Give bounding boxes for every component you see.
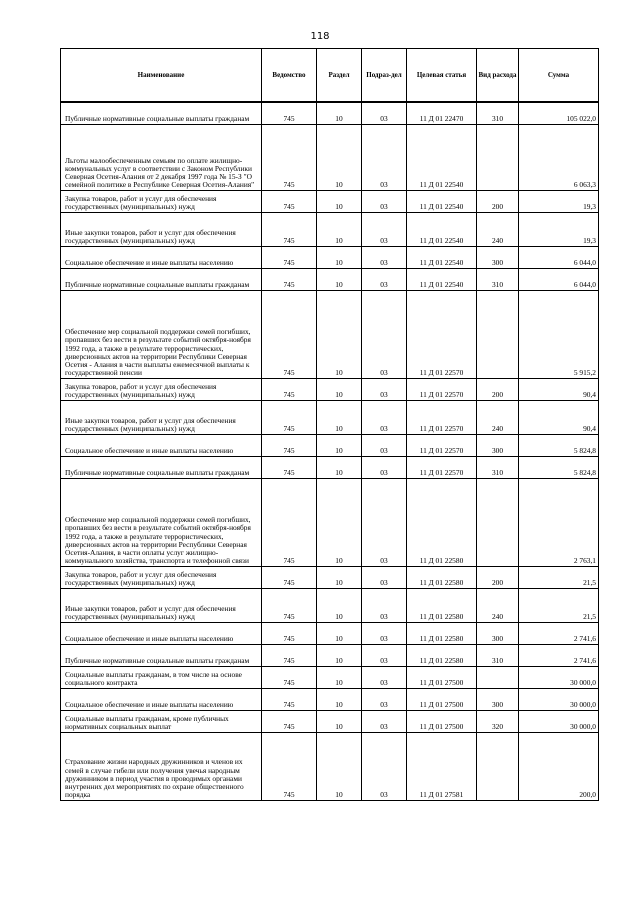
row-podrazdel-cell: 03: [362, 644, 407, 666]
table-row: [61, 732, 599, 800]
row-razdel-cell: 10: [317, 456, 362, 478]
row-razdel-cell: 10: [317, 378, 362, 400]
page-number: 118: [310, 31, 330, 42]
row-celevaya-cell: 11 Д 01 22540: [407, 246, 477, 268]
row-summa-cell: 21,5: [519, 566, 599, 588]
row-razdel-cell: 10: [317, 268, 362, 290]
table-row: [61, 190, 599, 212]
row-razdel-cell: 10: [317, 588, 362, 622]
header-podrazdel: Подраз-дел: [362, 49, 407, 103]
row-vid-cell: 310: [477, 644, 519, 666]
row-vedomstvo-cell: 745: [262, 268, 317, 290]
table-row: [61, 456, 599, 478]
row-vid-cell: 300: [477, 246, 519, 268]
row-summa-cell: 2 741,6: [519, 622, 599, 644]
row-vid-cell: [477, 124, 519, 190]
row-celevaya-cell: 11 Д 01 22540: [407, 190, 477, 212]
row-podrazdel-cell: 03: [362, 566, 407, 588]
table-row: [61, 588, 599, 622]
row-name-cell: Публичные нормативные социальные выплаты гражданам: [61, 456, 262, 478]
row-razdel-cell: 10: [317, 710, 362, 732]
row-vedomstvo-cell: 745: [262, 622, 317, 644]
row-podrazdel-cell: 03: [362, 688, 407, 710]
row-summa-cell: 21,5: [519, 588, 599, 622]
row-name-cell: Иные закупки товаров, работ и услуг для обеспечения государственных (муниципальных) нужд: [61, 588, 262, 622]
row-vedomstvo-cell: 745: [262, 246, 317, 268]
header-celevaya-statya: Целевая статья: [407, 49, 477, 103]
row-razdel-cell: 10: [317, 102, 362, 124]
row-vedomstvo-cell: 745: [262, 400, 317, 434]
row-celevaya-cell: 11 Д 01 27500: [407, 710, 477, 732]
row-razdel-cell: 10: [317, 434, 362, 456]
row-celevaya-cell: 11 Д 01 22570: [407, 400, 477, 434]
row-name-cell: Социальное обеспечение и иные выплаты населению: [61, 688, 262, 710]
table-row: [61, 566, 599, 588]
row-podrazdel-cell: 03: [362, 268, 407, 290]
row-vedomstvo-cell: 745: [262, 566, 317, 588]
row-name-cell: Социальное обеспечение и иные выплаты населению: [61, 622, 262, 644]
row-celevaya-cell: 11 Д 01 22580: [407, 478, 477, 566]
row-celevaya-cell: 11 Д 01 22580: [407, 622, 477, 644]
row-celevaya-cell: 11 Д 01 22580: [407, 566, 477, 588]
table-row: [61, 212, 599, 246]
header-vid-rashoda: Вид расхода: [477, 49, 519, 103]
row-name-cell: Иные закупки товаров, работ и услуг для обеспечения государственных (муниципальных) нужд: [61, 400, 262, 434]
row-vid-cell: 310: [477, 456, 519, 478]
row-name-cell: Закупка товаров, работ и услуг для обеспечения государственных (муниципальных) нужд: [61, 378, 262, 400]
row-razdel-cell: 10: [317, 622, 362, 644]
row-podrazdel-cell: 03: [362, 212, 407, 246]
row-vedomstvo-cell: 745: [262, 688, 317, 710]
table-row: [61, 710, 599, 732]
row-name-cell: Иные закупки товаров, работ и услуг для обеспечения государственных (муниципальных) нужд: [61, 212, 262, 246]
row-razdel-cell: 10: [317, 400, 362, 434]
row-razdel-cell: 10: [317, 644, 362, 666]
table-row: [61, 622, 599, 644]
row-podrazdel-cell: 03: [362, 710, 407, 732]
row-vid-cell: 240: [477, 588, 519, 622]
row-summa-cell: 6 044,0: [519, 246, 599, 268]
table-header-row: [61, 49, 599, 103]
row-name-cell: Льготы малообеспеченным семьям по оплате жилищно-коммунальных услуг в соответствии с Законом Республики Северная Осетия-Алания от 2 декабря 1997 года № 15-З "О семейной политике в Республике Северная Осетия-Алания": [61, 124, 262, 190]
row-name-cell: Обеспечение мер социальной поддержки семей погибших, пропавших без вести в результате событий октября-ноября 1992 года, а также в результате террористических, диверсионных актов на территории Республики Северная Осетия - Алания в части выплаты ежемесячной выплаты к государственной пенсии: [61, 290, 262, 378]
row-name-cell: Закупка товаров, работ и услуг для обеспечения государственных (муниципальных) нужд: [61, 566, 262, 588]
row-summa-cell: 6 063,3: [519, 124, 599, 190]
row-podrazdel-cell: 03: [362, 190, 407, 212]
row-name-cell: Социальное обеспечение и иные выплаты населению: [61, 246, 262, 268]
row-celevaya-cell: 11 Д 01 27500: [407, 666, 477, 688]
row-summa-cell: 2 763,1: [519, 478, 599, 566]
table-row: [61, 644, 599, 666]
row-vid-cell: 300: [477, 688, 519, 710]
row-summa-cell: 5 915,2: [519, 290, 599, 378]
row-summa-cell: 19,3: [519, 212, 599, 246]
row-podrazdel-cell: 03: [362, 478, 407, 566]
row-vedomstvo-cell: 745: [262, 644, 317, 666]
row-name-cell: Социальные выплаты гражданам, кроме публичных нормативных социальных выплат: [61, 710, 262, 732]
row-razdel-cell: 10: [317, 688, 362, 710]
row-podrazdel-cell: 03: [362, 732, 407, 800]
row-vid-cell: 200: [477, 566, 519, 588]
row-vedomstvo-cell: 745: [262, 666, 317, 688]
row-vedomstvo-cell: 745: [262, 456, 317, 478]
row-podrazdel-cell: 03: [362, 666, 407, 688]
row-celevaya-cell: 11 Д 01 22570: [407, 378, 477, 400]
row-vid-cell: 310: [477, 102, 519, 124]
row-razdel-cell: 10: [317, 566, 362, 588]
row-razdel-cell: 10: [317, 124, 362, 190]
row-vid-cell: 200: [477, 190, 519, 212]
row-vedomstvo-cell: 745: [262, 378, 317, 400]
table-row: [61, 378, 599, 400]
row-celevaya-cell: 11 Д 01 22570: [407, 456, 477, 478]
row-summa-cell: 30 000,0: [519, 710, 599, 732]
row-podrazdel-cell: 03: [362, 290, 407, 378]
row-name-cell: Страхование жизни народных дружинников и членов их семей в случае гибели или получения увечья народным дружинником в период участия в проводимых органами внутренних дел мероприятиях по охране общественного порядка: [61, 732, 262, 800]
row-summa-cell: 19,3: [519, 190, 599, 212]
row-celevaya-cell: 11 Д 01 22540: [407, 212, 477, 246]
row-podrazdel-cell: 03: [362, 456, 407, 478]
table-row: [61, 246, 599, 268]
row-vid-cell: [477, 732, 519, 800]
row-celevaya-cell: 11 Д 01 22540: [407, 124, 477, 190]
table-body: [61, 102, 599, 800]
row-vedomstvo-cell: 745: [262, 732, 317, 800]
row-summa-cell: 30 000,0: [519, 688, 599, 710]
row-name-cell: Публичные нормативные социальные выплаты гражданам: [61, 268, 262, 290]
row-vid-cell: 240: [477, 212, 519, 246]
row-vid-cell: 240: [477, 400, 519, 434]
row-summa-cell: 105 022,0: [519, 102, 599, 124]
table-row: [61, 434, 599, 456]
row-name-cell: Публичные нормативные социальные выплаты гражданам: [61, 644, 262, 666]
row-razdel-cell: 10: [317, 666, 362, 688]
row-razdel-cell: 10: [317, 212, 362, 246]
row-name-cell: Публичные нормативные социальные выплаты гражданам: [61, 102, 262, 124]
row-vid-cell: 200: [477, 378, 519, 400]
row-razdel-cell: 10: [317, 290, 362, 378]
row-vedomstvo-cell: 745: [262, 212, 317, 246]
row-summa-cell: 30 000,0: [519, 666, 599, 688]
row-celevaya-cell: 11 Д 01 22570: [407, 290, 477, 378]
row-podrazdel-cell: 03: [362, 622, 407, 644]
row-vedomstvo-cell: 745: [262, 478, 317, 566]
row-vedomstvo-cell: 745: [262, 124, 317, 190]
row-celevaya-cell: 11 Д 01 22570: [407, 434, 477, 456]
row-podrazdel-cell: 03: [362, 102, 407, 124]
budget-table: [60, 48, 599, 801]
header-name: Наименование: [61, 49, 262, 103]
row-summa-cell: 5 824,8: [519, 456, 599, 478]
header-vedomstvo: Ведомство: [262, 49, 317, 103]
row-summa-cell: 6 044,0: [519, 268, 599, 290]
row-vid-cell: [477, 666, 519, 688]
row-vid-cell: [477, 478, 519, 566]
row-summa-cell: 90,4: [519, 378, 599, 400]
table-row: [61, 478, 599, 566]
table-row: [61, 102, 599, 124]
row-vedomstvo-cell: 745: [262, 102, 317, 124]
row-name-cell: Социальные выплаты гражданам, в том числе на основе социального контракта: [61, 666, 262, 688]
row-summa-cell: 5 824,8: [519, 434, 599, 456]
row-vedomstvo-cell: 745: [262, 434, 317, 456]
row-vid-cell: 300: [477, 434, 519, 456]
row-vedomstvo-cell: 745: [262, 588, 317, 622]
row-vedomstvo-cell: 745: [262, 710, 317, 732]
row-podrazdel-cell: 03: [362, 588, 407, 622]
row-razdel-cell: 10: [317, 246, 362, 268]
row-vid-cell: 300: [477, 622, 519, 644]
row-razdel-cell: 10: [317, 478, 362, 566]
row-podrazdel-cell: 03: [362, 378, 407, 400]
row-vid-cell: [477, 290, 519, 378]
table-row: [61, 666, 599, 688]
row-vedomstvo-cell: 745: [262, 190, 317, 212]
header-razdel: Раздел: [317, 49, 362, 103]
table-row: [61, 268, 599, 290]
row-podrazdel-cell: 03: [362, 246, 407, 268]
row-podrazdel-cell: 03: [362, 124, 407, 190]
row-celevaya-cell: 11 Д 01 22470: [407, 102, 477, 124]
row-name-cell: Социальное обеспечение и иные выплаты населению: [61, 434, 262, 456]
table-row: [61, 124, 599, 190]
row-summa-cell: 2 741,6: [519, 644, 599, 666]
row-summa-cell: 200,0: [519, 732, 599, 800]
row-razdel-cell: 10: [317, 732, 362, 800]
table-row: [61, 688, 599, 710]
row-podrazdel-cell: 03: [362, 434, 407, 456]
row-celevaya-cell: 11 Д 01 27500: [407, 688, 477, 710]
table-row: [61, 290, 599, 378]
row-summa-cell: 90,4: [519, 400, 599, 434]
row-celevaya-cell: 11 Д 01 27581: [407, 732, 477, 800]
row-vid-cell: 310: [477, 268, 519, 290]
row-name-cell: Закупка товаров, работ и услуг для обеспечения государственных (муниципальных) нужд: [61, 190, 262, 212]
row-celevaya-cell: 11 Д 01 22580: [407, 644, 477, 666]
row-vedomstvo-cell: 745: [262, 290, 317, 378]
row-vid-cell: 320: [477, 710, 519, 732]
table-row: [61, 400, 599, 434]
row-celevaya-cell: 11 Д 01 22580: [407, 588, 477, 622]
row-name-cell: Обеспечение мер социальной поддержки семей погибших, пропавших без вести в результате событий октября-ноября 1992 года, а также в результате террористических, диверсионных актов на территории Республики Северная Осетия-Алания, в части оплаты услуг жилищно-коммунального хозяйства, транспорта и телефонной связи: [61, 478, 262, 566]
row-razdel-cell: 10: [317, 190, 362, 212]
header-summa: Сумма: [519, 49, 599, 103]
row-podrazdel-cell: 03: [362, 400, 407, 434]
row-celevaya-cell: 11 Д 01 22540: [407, 268, 477, 290]
